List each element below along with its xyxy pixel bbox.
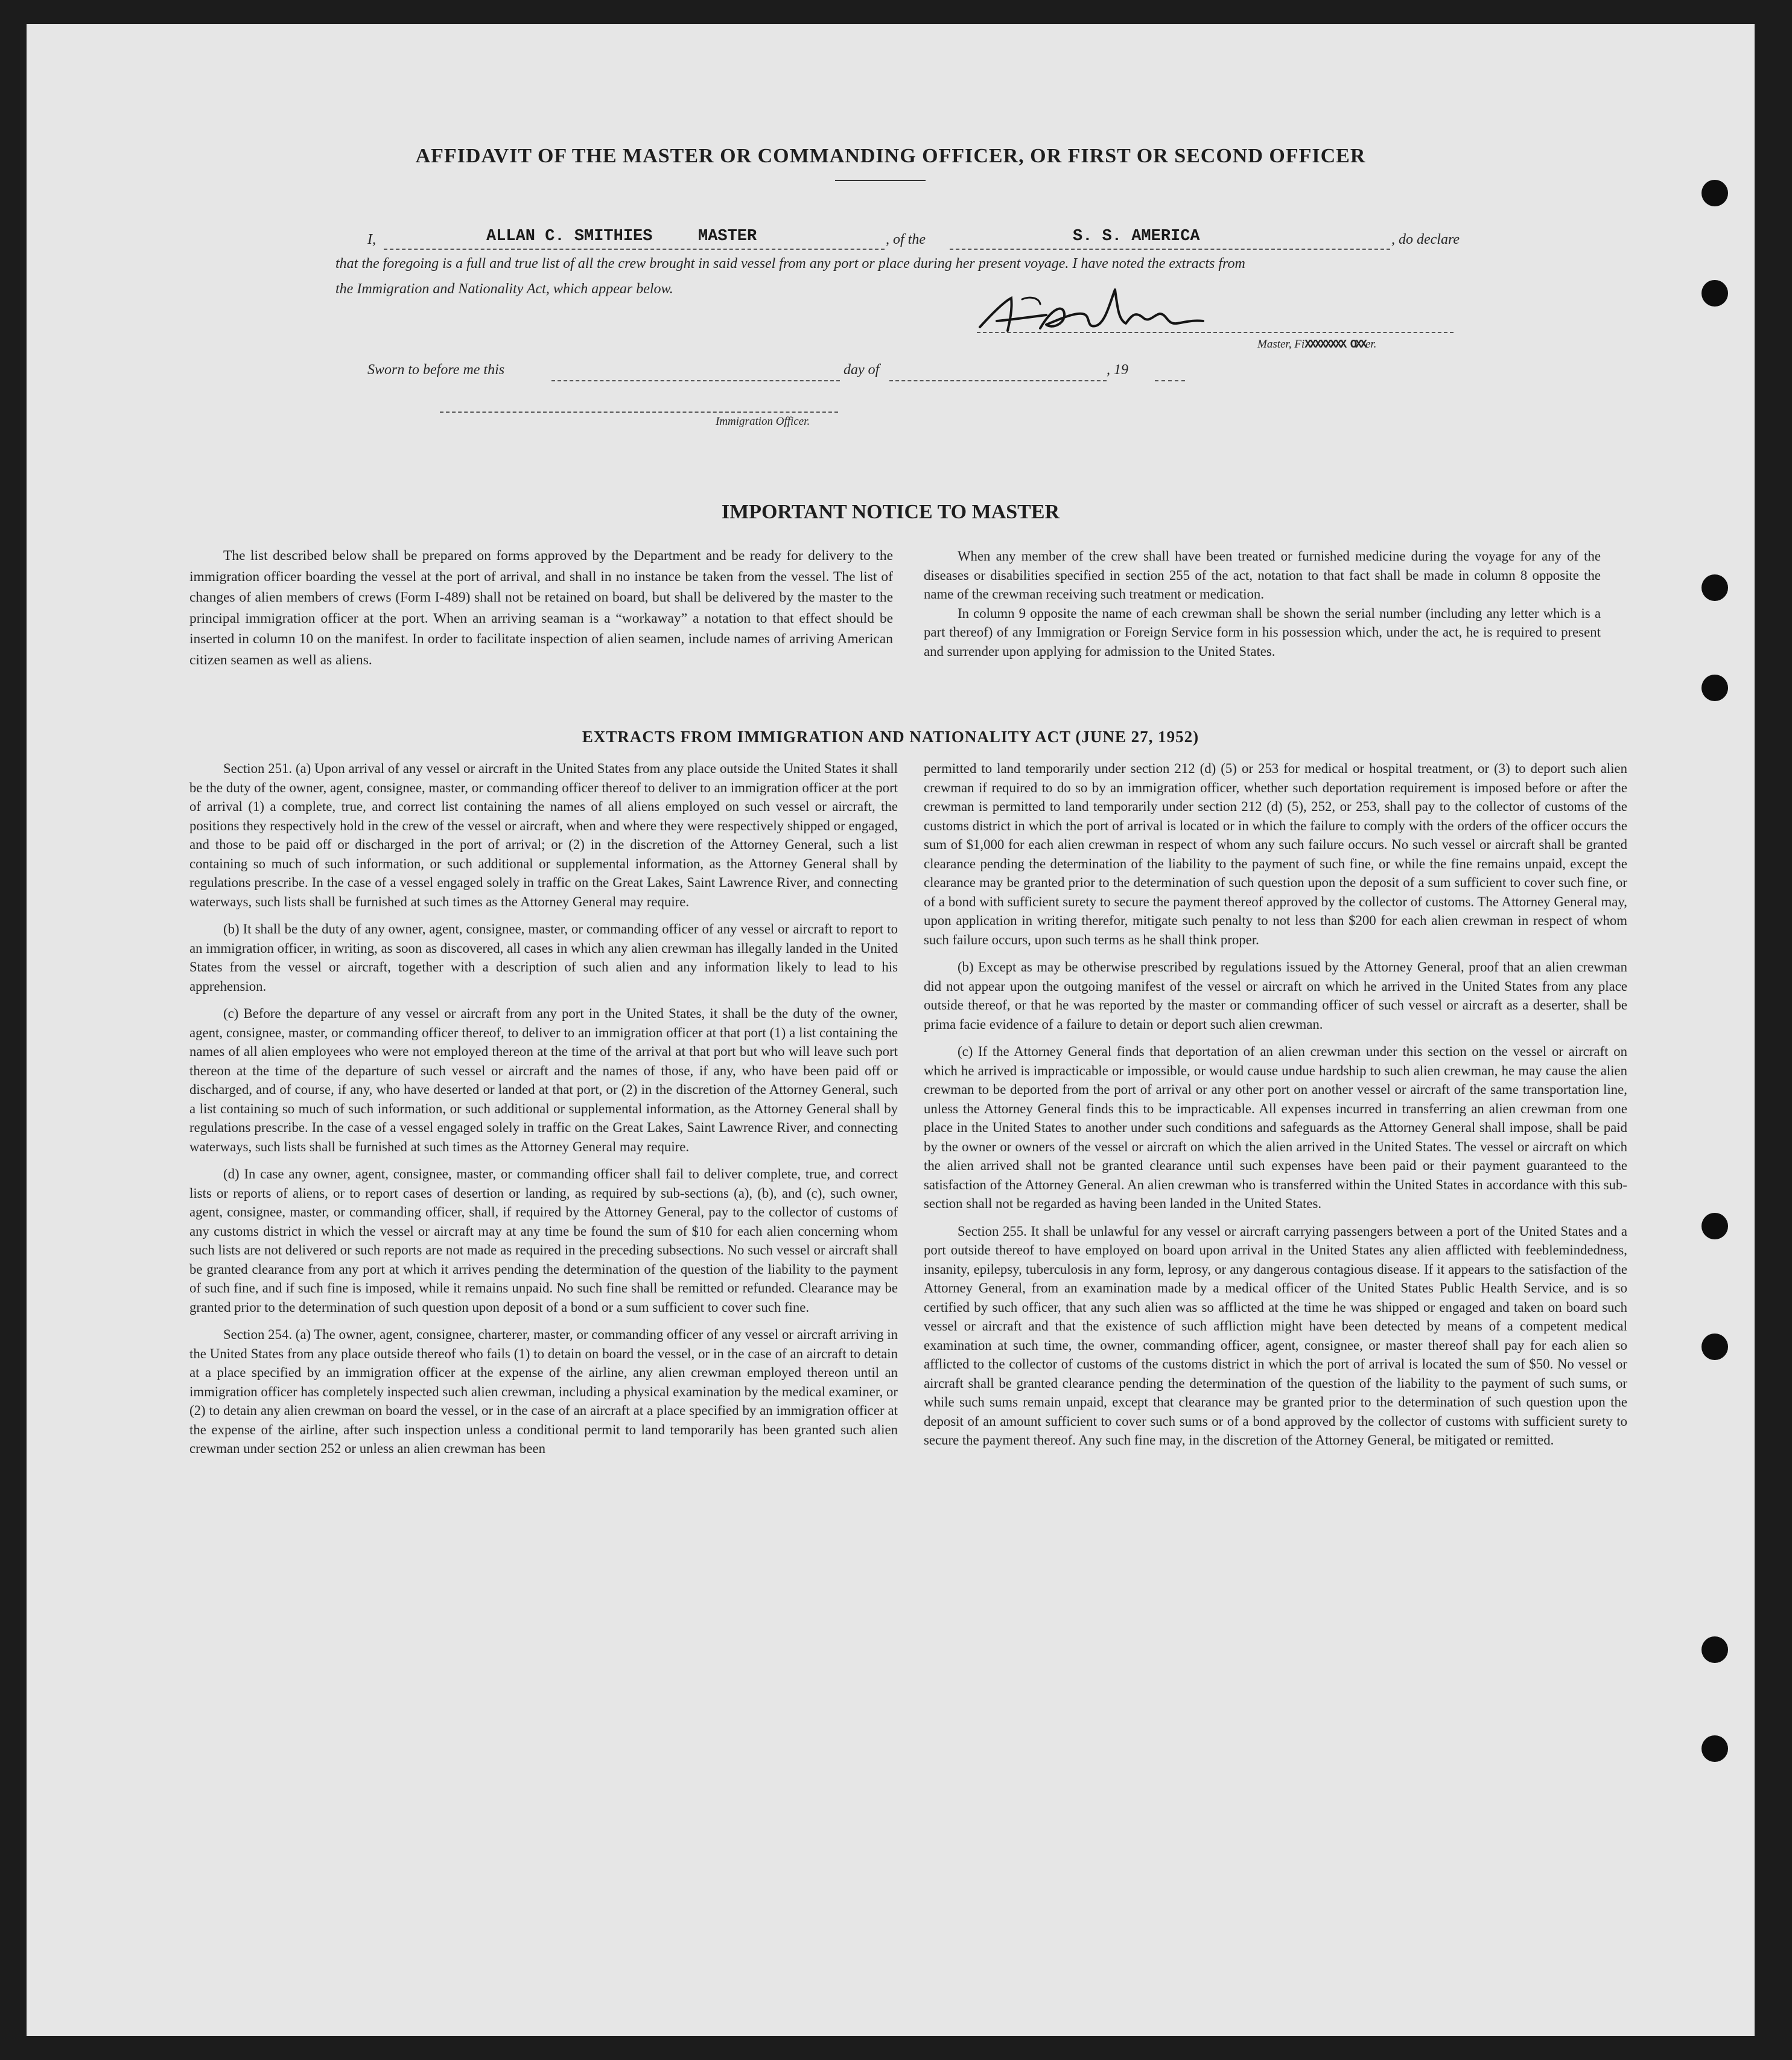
binder-hole-6 xyxy=(1701,1334,1728,1360)
of-the-label: , of the xyxy=(886,232,926,247)
section-254-c: (c) If the Attorney General finds that deportation of an alien crewman under this section on the vessel or aircraft on which he arrived is impracticable or impossible, or would cause undue hardship to such alien crewman, he may cause the alien crewman to be deported from the port of arrival or any other port on another vessel or aircraft of the same transportation line, unless the Attorney General finds this to be impracticable. All expenses incurred in transferring an alien crewman from one place in the United States to another under such conditions and safeguards as the Attorney General shall impose, shall be paid by the owner or owners of the vessel or aircraft on which the alien arrived in the United States. The vessel or aircraft on which the alien arrived shall not be granted clearance until such expenses have been paid or their payment guaranteed to the satisfaction of the Attorney General. An alien crewman who is transferred within the United States in accordance with this sub-section shall not be regarded as having been landed in the United States. xyxy=(924,1044,1627,1211)
notice-left-paragraph: The list described below shall be prepared on forms approved by the Department and be ready for delivery to the immigration officer boarding the vessel at the port of arrival, and shall in no instance be taken from the vessel. The list of changes of alien members of crews (Form I-489) shall not be retained on board, but shall be delivered by the master to the principal immigration officer at the port. When an arriving seaman is a “workaway” a notation to that effect should be inserted in column 10 on the manifest. In order to facilitate inspection of alien seamen, include names of arriving American citizen seamen as well as aliens. xyxy=(189,548,893,668)
notice-title: IMPORTANT NOTICE TO MASTER xyxy=(721,501,1060,523)
binder-hole-3 xyxy=(1701,574,1728,601)
signature-line xyxy=(977,332,1454,333)
do-declare-label: , do declare xyxy=(1391,232,1460,247)
binder-hole-4 xyxy=(1701,675,1728,701)
name-fill-line xyxy=(384,249,885,250)
sworn-day-fill-line xyxy=(551,380,840,381)
day-of-label: day of xyxy=(844,362,880,378)
master-name: ALLAN C. SMITHIES xyxy=(486,227,653,246)
sworn-month-fill-line xyxy=(889,380,1107,381)
extracts-title: EXTRACTS FROM IMMIGRATION AND NATIONALITY ACT (JUNE 27, 1952) xyxy=(582,728,1199,746)
extracts-right-column xyxy=(924,759,1627,1458)
binder-hole-8 xyxy=(1701,1735,1728,1762)
signature-caption-suffix: er. xyxy=(1365,338,1377,351)
binder-hole-5 xyxy=(1701,1213,1728,1239)
form-sheet xyxy=(27,24,1755,2036)
binder-hole-7 xyxy=(1701,1636,1728,1663)
notice-left-column xyxy=(189,545,893,670)
notice-right-column xyxy=(924,547,1601,661)
declaration-line-1: that the foregoing is a full and true list of all the crew brought in said vessel from any port or place during her present voyage. I have noted the extracts from xyxy=(335,256,1245,272)
affidavit-title: AFFIDAVIT OF THE MASTER OR COMMANDING OFFICER, OR FIRST OR SECOND OFFICER xyxy=(415,145,1366,167)
notice-right-paragraph-1: When any member of the crew shall have been treated or furnished medicine during the voyage for any of the diseases or disabilities specified in section 255 of the act, notation to that fact shall be made in column 8 opposite the name of the crewman receiving such treatment or medication. xyxy=(924,548,1601,602)
signature-caption-prefix: Master, Fi xyxy=(1257,338,1305,351)
vessel-fill-line xyxy=(950,249,1390,250)
binder-hole-2 xyxy=(1701,280,1728,307)
section-251-c: (c) Before the departure of any vessel or aircraft from any port in the United States, it shall be the duty of the owner, agent, consignee, master, or commanding officer thereof, to deliver to an immigration officer at that port (1) a list containing the names of all alien employees who were not employed thereon at the time of the arrival at that port but who will leave such port thereon at the time of the departure of such vessel or aircraft and the names of those, if any, who have been paid off or discharged, and of course, if any, who have deserted or landed at that port, or (2) in the discretion of the Attorney General, such a list containing so much of such information, or such additional or supplemental information, as the Attorney General shall by regulations prescribe. In the case of a vessel engaged solely in traffic on the Great Lakes, Saint Lawrence River, and connecting waterways, such lists shall be furnished at such times as the Attorney General may require. xyxy=(189,1006,898,1154)
signature-caption xyxy=(1257,338,1376,351)
immigration-officer-label: Immigration Officer. xyxy=(716,415,810,428)
section-255: Section 255. It shall be unlawful for any vessel or aircraft carrying passengers between a port of the United States and a port outside thereof to have employed on board upon arrival in the United States any alien afflicted with feeblemindedness, insanity, epilepsy, tuberculosis in any form, leprosy, or any dangerous contagious disease. If it appears to the satisfaction of the Attorney General, from an examination made by a medical officer of the United States Public Health Service, and is so certified by such officer, that any such alien was so afflicted at the time he was shipped or engaged and taken on board such vessel or aircraft and that the existence of such affliction might have been detected by means of a competent medical examination at such time, the owner, commanding officer, agent, consignee, or master thereof shall pay for each alien so afflicted to the collector of customs of the customs district in which the port of arrival is located the sum of $50. No vessel or aircraft shall be granted clearance pending the determination of the question of the liability to the payment of such sums, or while such sums remain unpaid, except that clearance may be granted prior to the determination of such question upon the deposit of an amount sufficient to cover such sums or of a bond approved by the collector of customs with sufficient surety to secure the payment thereof. Any such fine may, in the discretion of the Attorney General, be mitigated or remitted. xyxy=(924,1223,1627,1448)
signature-caption-xout: XXXXXXXX OXX xyxy=(1304,338,1365,351)
master-signature xyxy=(968,278,1269,350)
title-rule xyxy=(835,180,926,181)
master-rank: MASTER xyxy=(698,227,757,246)
year-label: , 19 xyxy=(1107,362,1128,378)
section-254-a: Section 254. (a) The owner, agent, consignee, charterer, master, or commanding officer of any vessel or aircraft arriving in the United States from any place outside thereof who fails (1) to detain on board the vessel, or in the case of an aircraft to detain at a place specified by an immigration officer at the expense of the airline, any alien crewman employed thereon until an immigration officer has completely inspected such alien crewman, including a physical examination by the medical examiner, or (2) to detain any alien crewman on board the vessel, or in the case of an aircraft at a place specified by an immigration officer at the expense of the airline, after such inspection unless a conditional permit to land temporarily has been granted such alien crewman under section 252 or unless an alien crewman has been xyxy=(189,1327,898,1456)
section-251-d: (d) In case any owner, agent, consignee, master, or commanding officer shall fail to deliver complete, true, and correct lists or reports of aliens, or to report cases of desertion or landing, as required by sub-sections (a), (b), and (c), such owner, agent, consignee, master, or commanding officer, shall, if required by the Attorney General, pay to the collector of customs of any customs district in which the vessel or aircraft may at any time be found the sum of $10 for each alien concerning whom such lists are not delivered or such reports are not made as required in the preceding subsections. No such vessel or aircraft shall be granted clearance from any port at which it arrives pending the determination of the question of the liability to the payment of such fine, and if such fine is imposed, while it remains unpaid. No such fine shall be remitted or refunded. Clearance may be granted prior to the determination of such question upon deposit of a bond or a sum sufficient to cover such fine. xyxy=(189,1166,898,1315)
declaration-line-2: the Immigration and Nationality Act, which appear below. xyxy=(335,281,673,297)
sworn-label: Sworn to before me this xyxy=(367,362,505,378)
section-254-b: (b) Except as may be otherwise prescribed by regulations issued by the Attorney General, proof that an alien crewman did not appear upon the outgoing manifest of the vessel or aircraft on which he arrived in the United States from any place outside thereof, or that he was reported by the master or commanding officer of such vessel or aircraft as a deserter, shall be prima facie evidence of a failure to detain or deport such alien crewman. xyxy=(924,959,1627,1032)
i-label: I, xyxy=(367,232,376,247)
notice-right-paragraph-2: In column 9 opposite the name of each crewman shall be shown the serial number (including any letter which is a part thereof) of any Immigration or Foreign Service form in his possession which, under the act, he is required to present and surrender upon applying for admission to the United States. xyxy=(924,605,1601,659)
vessel-name: S. S. AMERICA xyxy=(1073,227,1200,246)
immigration-officer-line xyxy=(440,412,838,413)
section-251-b: (b) It shall be the duty of any owner, agent, consignee, master, or commanding officer of any vessel or aircraft to report to an immigration officer, in writing, as soon as discovered, all cases in which any alien crewman has illegally landed in the United States from the vessel or aircraft, together with a description of such alien and any information likely to lead to his apprehension. xyxy=(189,921,898,994)
binder-hole-1 xyxy=(1701,180,1728,206)
sworn-year-fill-line xyxy=(1155,380,1185,381)
extracts-left-column xyxy=(189,759,898,1467)
section-254-a-continued: permitted to land temporarily under section 212 (d) (5) or 253 for medical or hospital treatment, or (3) to deport such alien crewman if required to do so by an immigration officer, whether such deportation requirement is imposed before or after the crewman is permitted to land temporarily under section 212 (d) (5), 252, or 253, shall pay to the collector of customs of the customs district in which the port of arrival is located or in which the failure to comply with the orders of the officer occurs the sum of $1,000 for each alien crewman in respect of whom any such failure occurs. No such vessel or aircraft shall be granted clearance pending the determination of the liability to the payment of such fine, or while the fine remains unpaid, except the clearance may be granted prior to the determination of such question upon the deposit of a sum sufficient to cover such fine, or of a bond with sufficient surety to secure the payment thereof approved by the collector of customs. The Attorney General may, upon application in writing therefor, mitigate such penalty to not less than $200 for each alien crewman in respect of whom such failure occurs, upon such terms as he shall think proper. xyxy=(924,761,1627,947)
section-251-a: Section 251. (a) Upon arrival of any vessel or aircraft in the United States from any place outside the United States it shall be the duty of the owner, agent, consignee, master, or commanding officer thereof to deliver to an immigration officer at the port of arrival (1) a complete, true, and correct list containing the names of all aliens employed on such vessel or aircraft, the positions they respectively hold in the crew of the vessel or aircraft, when and where they were respectively shipped or engaged, and those to be paid off or discharged in the port of arrival; or (2) in the discretion of the Attorney General, such a list containing so much of such information, or such additional or supplemental information, as the Attorney General shall by regulations prescribe. In the case of a vessel engaged solely in traffic on the Great Lakes, Saint Lawrence River, and connecting waterways, such lists shall be furnished at such times as the Attorney General may require. xyxy=(189,761,898,909)
